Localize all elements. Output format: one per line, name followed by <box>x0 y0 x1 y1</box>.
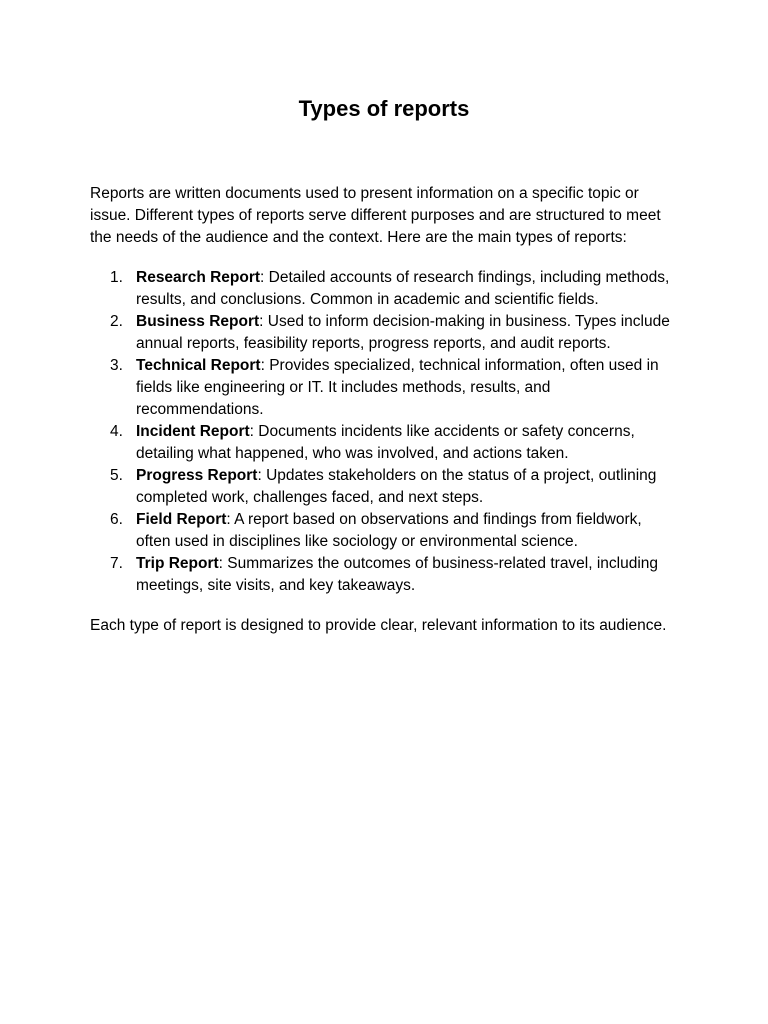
list-item <box>90 355 678 421</box>
list-item <box>90 421 678 465</box>
list-item-term: Trip Report <box>136 555 219 572</box>
list-item-term: Progress Report <box>136 467 258 484</box>
list-item <box>90 465 678 509</box>
report-types-list <box>90 267 678 597</box>
list-item-term: Field Report <box>136 511 227 528</box>
closing-paragraph: Each type of report is designed to provide clear, relevant information to its audience. <box>90 617 667 634</box>
list-item-description: : Updates stakeholders on the status of a project, outlining completed work, challenges faced, and next steps. <box>136 467 657 506</box>
list-item-number: 3. <box>110 357 123 374</box>
list-item-term: Business Report <box>136 313 260 330</box>
list-item-term: Technical Report <box>136 357 261 374</box>
list-item-number: 5. <box>110 467 123 484</box>
list-item <box>90 553 678 597</box>
list-item-description: : Summarizes the outcomes of business-related travel, including meetings, site visits, and key takeaways. <box>136 555 659 594</box>
page-title: Types of reports <box>298 96 470 121</box>
list-item-number: 2. <box>110 313 123 330</box>
list-item-number: 7. <box>110 555 123 572</box>
list-item-description: : A report based on observations and findings from fieldwork, often used in disciplines like sociology or environmental science. <box>136 511 642 550</box>
list-item-description: : Detailed accounts of research findings, including methods, results, and conclusions. Common in academic and scientific fields. <box>136 269 670 308</box>
list-item <box>90 267 678 311</box>
list-item <box>90 509 678 553</box>
list-item <box>90 311 678 355</box>
list-item-term: Incident Report <box>136 423 250 440</box>
intro-paragraph: Reports are written documents used to present information on a specific topic or issue. Different types of reports serve different purposes and are structured to meet the needs of the audience and the context. Here are the main types of reports: <box>90 185 661 246</box>
list-item-term: Research Report <box>136 269 261 286</box>
list-item-number: 1. <box>110 269 123 286</box>
list-item-description: : Provides specialized, technical information, often used in fields like engineering or IT. It includes methods, results, and recommendations. <box>136 357 659 418</box>
list-item-description: : Documents incidents like accidents or safety concerns, detailing what happened, who was involved, and actions taken. <box>136 423 635 462</box>
list-item-number: 4. <box>110 423 123 440</box>
list-item-number: 6. <box>110 511 123 528</box>
list-item-description: : Used to inform decision-making in business. Types include annual reports, feasibility reports, progress reports, and audit reports. <box>136 313 670 352</box>
